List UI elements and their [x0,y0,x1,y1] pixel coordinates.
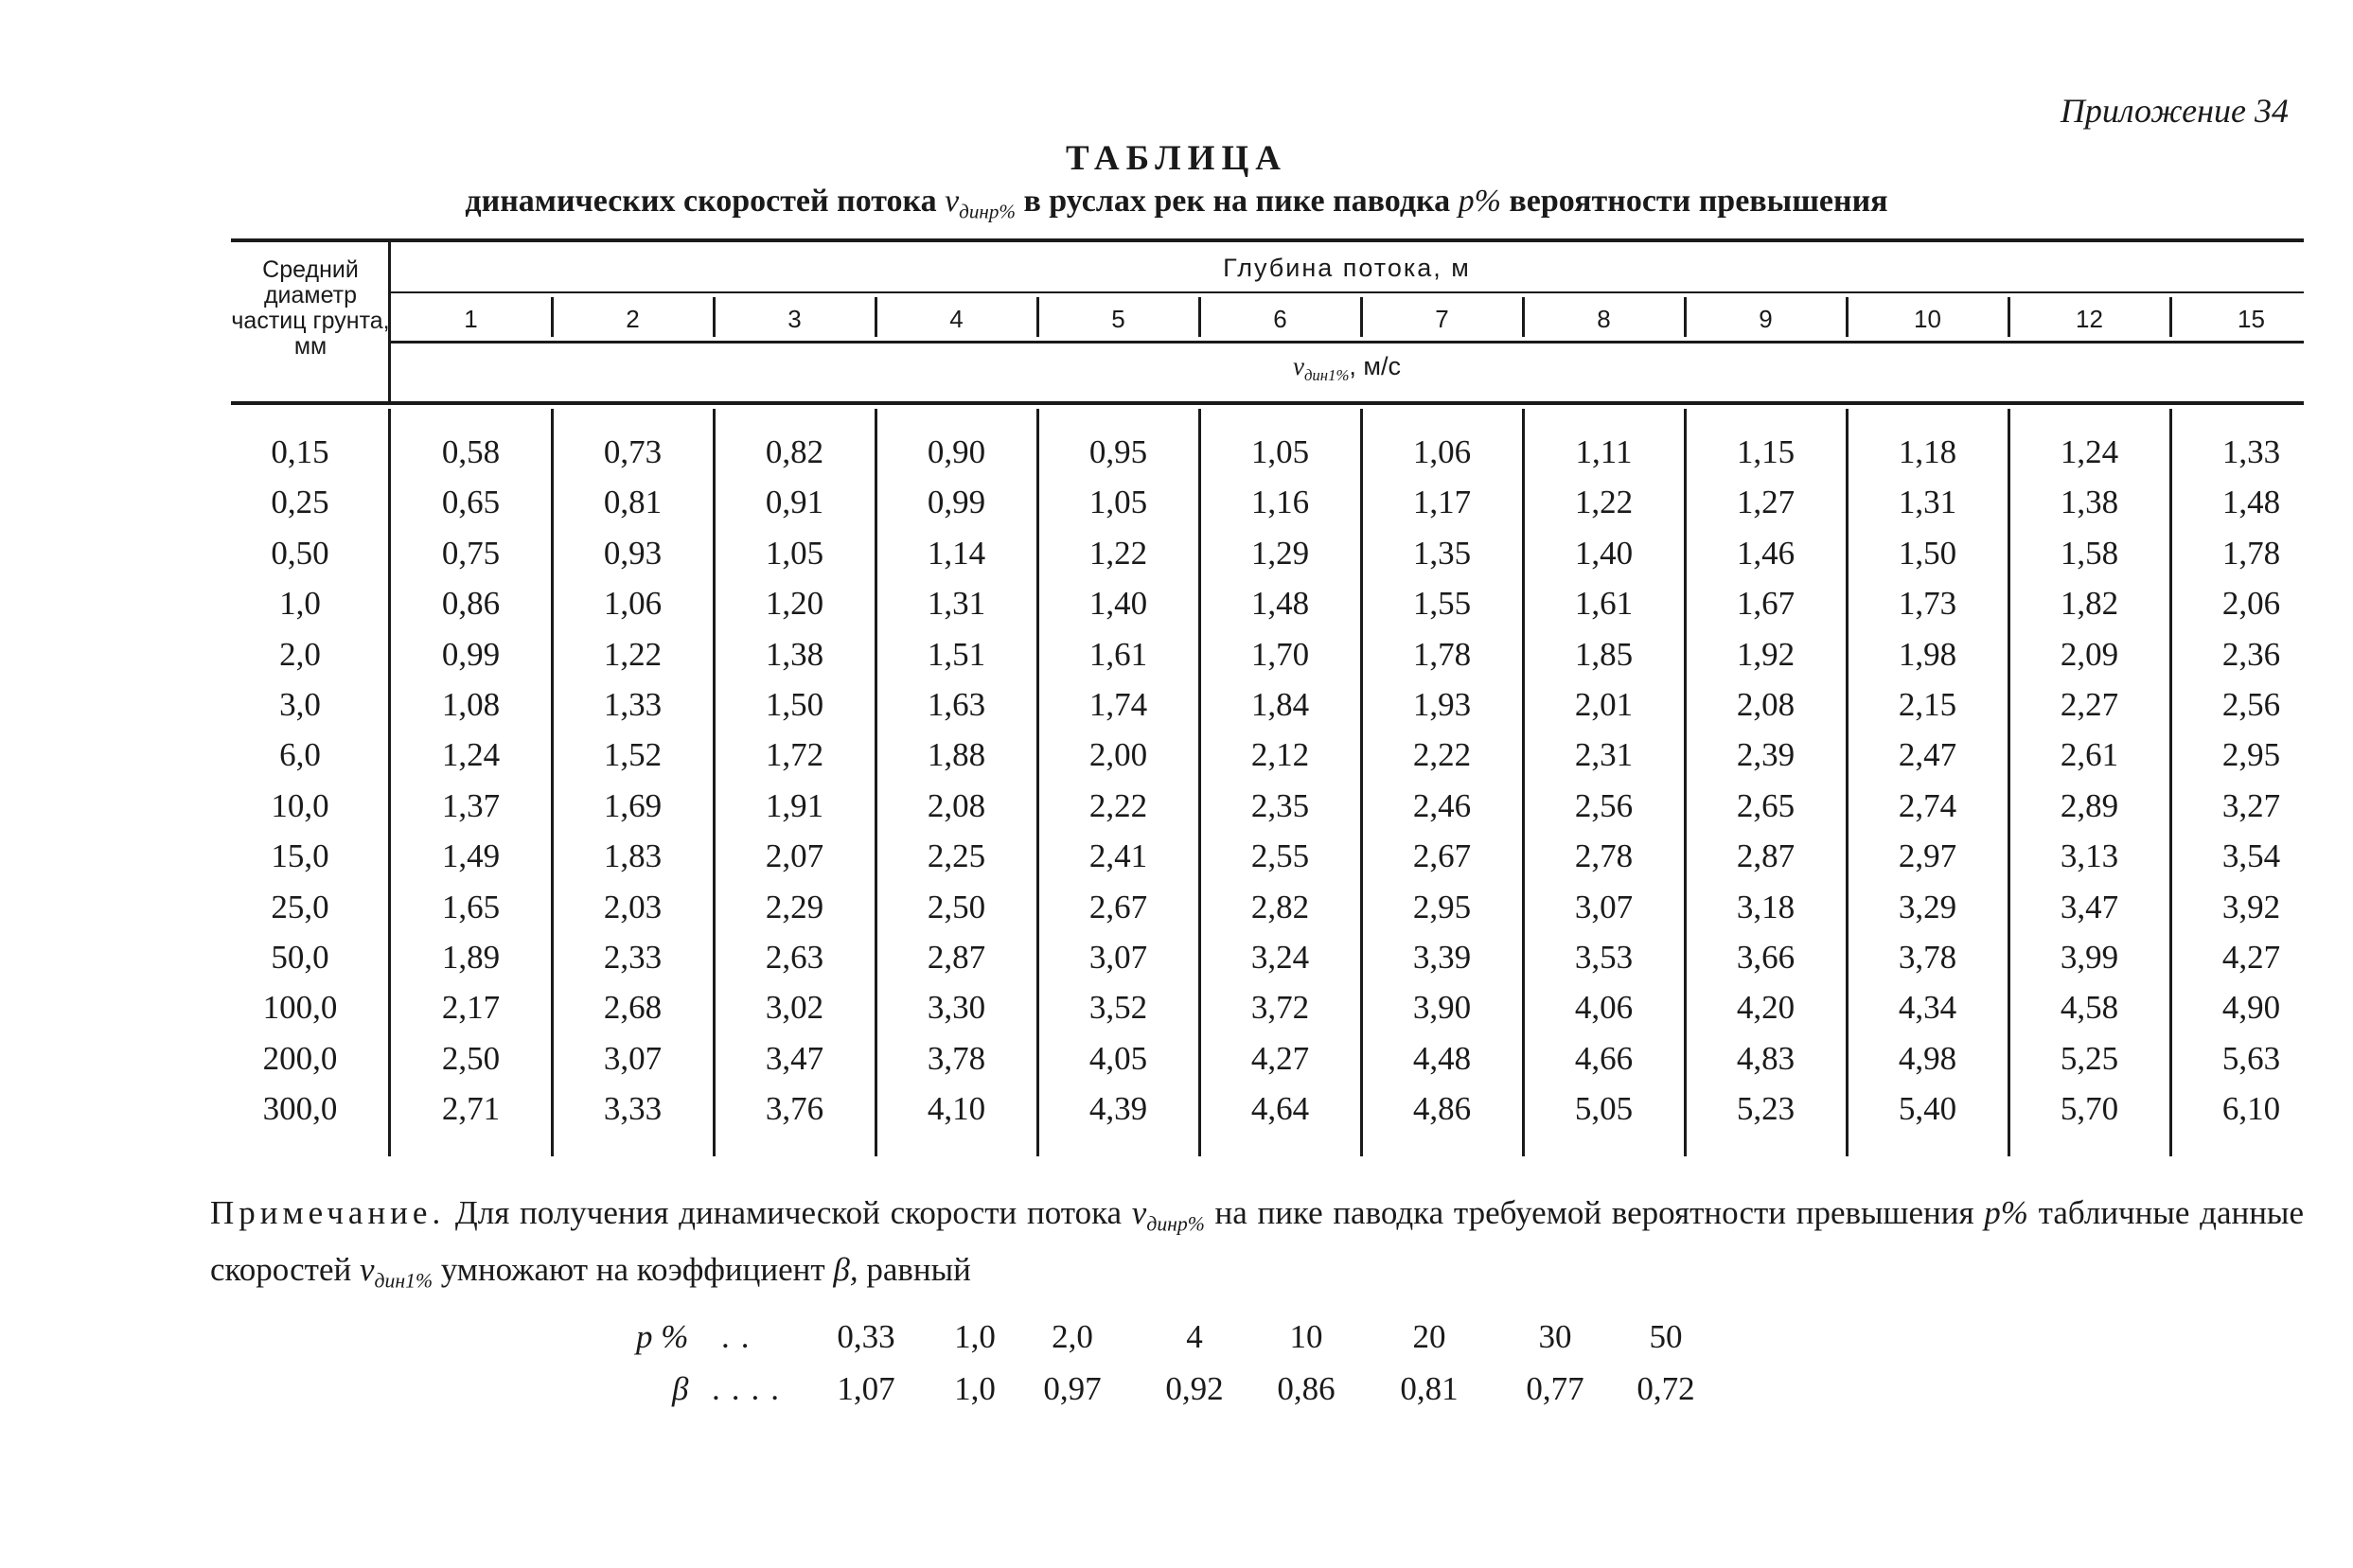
table-cell: 1,49 [441,837,501,874]
table-cell: 2,87 [1736,837,1796,874]
table-cell: 1,82 [2060,585,2119,622]
table-cell: 2,95 [1412,889,1472,925]
depth-header: Глубина потока, м [1223,254,1471,282]
table-cell: 1,15 [1736,433,1796,470]
table-cell: 1,78 [2221,535,2281,572]
table-cell: 1,93 [1412,686,1472,723]
coef-p-value: 20 [1412,1318,1446,1355]
table-cell: 1,31 [927,585,986,622]
table-cell: 1,38 [765,636,824,673]
note-text-3: табличные данные скоростей [210,1194,2304,1288]
table-cell: 3,30 [927,989,986,1026]
note-text-1: Для получения динамической скорости потока [454,1194,1123,1231]
table-cell: 0,81 [603,484,663,520]
depth-column-divider [2008,297,2010,337]
table-cell: 1,18 [1898,433,1957,470]
row-diameter: 6,0 [279,736,321,773]
table-cell: 1,24 [441,736,501,773]
table-cell: 2,17 [441,989,501,1026]
table-cell: 3,78 [927,1040,986,1077]
row-diameter: 0,25 [271,484,329,520]
table-cell: 1,14 [927,535,986,572]
table-cell: 0,95 [1088,433,1148,470]
table-top-rule [231,238,2304,242]
table-cell: 5,63 [2221,1040,2281,1077]
depth-header-cell: 12 [2076,305,2103,333]
table-cell: 1,33 [603,686,663,723]
table-cell: 1,83 [603,837,663,874]
table-cell: 1,84 [1250,686,1310,723]
table-cell: 2,82 [1250,889,1310,925]
row-diameter: 1,0 [279,585,321,622]
note-symbol-1-v: v [1131,1194,1147,1231]
row-diameter: 25,0 [271,889,329,925]
note-symbol-2: p% [1984,1194,2028,1231]
table-cell: 4,64 [1250,1090,1310,1127]
note-symbol-3-sub: дин1% [374,1269,433,1293]
table-cell: 3,66 [1736,939,1796,976]
table-cell: 0,58 [441,433,501,470]
table-cell: 2,15 [1898,686,1957,723]
table-cell: 2,31 [1574,736,1634,773]
table-cell: 1,27 [1736,484,1796,520]
table-cell: 2,87 [927,939,986,976]
table-cell: 1,98 [1898,636,1957,673]
coef-beta-value: 0,81 [1400,1370,1459,1407]
stub-header: Средний диаметр частиц грунта, мм [231,256,390,360]
depth-header-rule [390,291,2304,293]
table-cell: 1,55 [1412,585,1472,622]
table-cell: 2,39 [1736,736,1796,773]
depth-header-cell: 6 [1273,305,1287,333]
table-cell: 2,71 [441,1090,501,1127]
table-cell: 2,56 [1574,787,1634,824]
depth-header-cell: 8 [1597,305,1611,333]
depth-header-cell: 9 [1759,305,1773,333]
table-cell: 3,76 [765,1090,824,1127]
table-cell: 1,08 [441,686,501,723]
row-diameter: 300,0 [262,1090,338,1127]
coef-p-label: p % [636,1318,689,1355]
table-cell: 5,23 [1736,1090,1796,1127]
value-symbol-sub: дин1% [1303,365,1350,384]
table-cell: 4,86 [1412,1090,1472,1127]
table-cell: 1,24 [2060,433,2119,470]
table-cell: 3,90 [1412,989,1472,1026]
coef-beta-value: 1,07 [837,1370,895,1407]
table-cell: 2,36 [2221,636,2281,673]
appendix-label: Приложение 34 [2060,92,2289,130]
table-cell: 3,72 [1250,989,1310,1026]
table-cell: 1,92 [1736,636,1796,673]
depth-column-divider [1198,297,1201,337]
coef-beta-value: 1,0 [954,1370,996,1407]
note-symbol-4: β, [833,1250,858,1288]
table-cell: 2,00 [1088,736,1148,773]
depth-header-cell: 4 [949,305,964,333]
coef-beta-value: 0,97 [1043,1370,1102,1407]
table-cell: 4,58 [2060,989,2119,1026]
table-cell: 1,73 [1898,585,1957,622]
depth-column-divider [1036,297,1039,337]
subtitle-symbol-v: v [945,184,960,219]
table-cell: 4,48 [1412,1040,1472,1077]
subtitle-text-1: динамических скоростей потока [465,184,937,219]
table-cell: 4,66 [1574,1040,1634,1077]
value-symbol-v: v [1292,352,1304,380]
table-cell: 1,78 [1412,636,1472,673]
depth-column-divider [1684,297,1687,337]
note-text-2: на пике паводка требуемой вероятности превышения [1214,1194,1974,1231]
table-cell: 3,33 [603,1090,663,1127]
table-cell: 1,88 [927,736,986,773]
coef-beta-value: 0,92 [1165,1370,1224,1407]
depth-header-cell: 3 [787,305,802,333]
depth-column-divider [1522,297,1525,337]
subtitle-symbol-p: p% [1458,184,1501,219]
table-cell: 4,90 [2221,989,2281,1026]
note-text-5: равный [866,1250,971,1288]
depth-header-cell: 7 [1435,305,1449,333]
depth-header-cell: 10 [1914,305,1941,333]
table-cell: 1,70 [1250,636,1310,673]
table-cell: 1,05 [1250,433,1310,470]
table-cell: 1,29 [1250,535,1310,572]
table-cell: 3,53 [1574,939,1634,976]
subtitle-text-3: вероятности превышения [1509,184,1888,219]
table-cell: 2,22 [1412,736,1472,773]
table-header-bottom-rule [231,401,2304,405]
note-text-4: умножают на коэффициент [440,1250,825,1288]
table-cell: 1,50 [765,686,824,723]
table-cell: 0,99 [441,636,501,673]
table-cell: 3,52 [1088,989,1148,1026]
table-cell: 3,24 [1250,939,1310,976]
table-cell: 1,48 [1250,585,1310,622]
table-cell: 3,78 [1898,939,1957,976]
table-cell: 1,50 [1898,535,1957,572]
depth-column-divider [1360,297,1363,337]
row-diameter: 10,0 [271,787,329,824]
table-cell: 1,06 [1412,433,1472,470]
table-cell: 4,98 [1898,1040,1957,1077]
table-cell: 3,29 [1898,889,1957,925]
table-cell: 2,89 [2060,787,2119,824]
document-title: ТАБЛИЦА [1066,139,1287,178]
table-cell: 4,10 [927,1090,986,1127]
table-cell: 0,99 [927,484,986,520]
table-cell: 1,20 [765,585,824,622]
table-cell: 4,34 [1898,989,1957,1026]
table-cell: 1,38 [2060,484,2119,520]
table-cell: 4,83 [1736,1040,1796,1077]
table-cell: 1,74 [1088,686,1148,723]
note-symbol-1-sub: динp% [1146,1212,1205,1236]
table-cell: 1,91 [765,787,824,824]
coef-p-dots: .. [721,1318,761,1355]
table-cell: 5,25 [2060,1040,2119,1077]
coef-p-value: 0,33 [837,1318,895,1355]
subtitle-text-2: в руслах рек на пике паводка [1023,184,1451,219]
depth-column-divider [875,297,877,337]
coef-p-value: 10 [1289,1318,1323,1355]
table-cell: 2,67 [1088,889,1148,925]
table-cell: 2,56 [2221,686,2281,723]
table-cell: 2,55 [1250,837,1310,874]
table-cell: 2,61 [2060,736,2119,773]
table-cell: 0,91 [765,484,824,520]
table-cell: 2,78 [1574,837,1634,874]
table-cell: 0,93 [603,535,663,572]
note-label: Примечание. [210,1194,446,1231]
table-cell: 2,63 [765,939,824,976]
table-cell: 1,63 [927,686,986,723]
depth-header-cell: 1 [464,305,478,333]
table-cell: 3,27 [2221,787,2281,824]
table-cell: 5,70 [2060,1090,2119,1127]
table-cell: 3,07 [1574,889,1634,925]
table-cell: 1,22 [1088,535,1148,572]
table-cell: 0,86 [441,585,501,622]
depth-column-divider [1846,297,1849,337]
table-cell: 1,22 [1574,484,1634,520]
table-cell: 1,40 [1574,535,1634,572]
coef-beta-value: 0,72 [1636,1370,1695,1407]
table-cell: 1,48 [2221,484,2281,520]
table-cell: 2,25 [927,837,986,874]
table-cell: 3,39 [1412,939,1472,976]
table-cell: 2,09 [2060,636,2119,673]
table-cell: 1,35 [1412,535,1472,572]
table-cell: 4,06 [1574,989,1634,1026]
value-header [390,352,2304,385]
table-cell: 2,01 [1574,686,1634,723]
table-cell: 0,90 [927,433,986,470]
subtitle-symbol-sub: динp% [959,200,1016,223]
row-diameter: 200,0 [262,1040,338,1077]
row-diameter: 3,0 [279,686,321,723]
table-cell: 2,68 [603,989,663,1026]
table-cell: 3,07 [1088,939,1148,976]
value-unit: , м/с [1349,352,1401,380]
note-paragraph [210,1190,2304,1303]
table-cell: 1,17 [1412,484,1472,520]
depth-numbers-rule [390,341,2304,344]
coef-beta-label: β [672,1370,689,1407]
note-symbol-3-v: v [359,1250,375,1288]
table-cell: 2,08 [927,787,986,824]
coef-p-value: 1,0 [954,1318,996,1355]
table-cell: 1,85 [1574,636,1634,673]
table-cell: 2,95 [2221,736,2281,773]
table-cell: 4,27 [1250,1040,1310,1077]
table-cell: 1,06 [603,585,663,622]
table-cell: 3,54 [2221,837,2281,874]
table-cell: 3,47 [765,1040,824,1077]
table-cell: 0,73 [603,433,663,470]
coef-beta-dots: .... [712,1370,790,1407]
table-cell: 2,41 [1088,837,1148,874]
table-cell: 1,61 [1574,585,1634,622]
table-cell: 2,03 [603,889,663,925]
table-cell: 3,92 [2221,889,2281,925]
table-cell: 2,47 [1898,736,1957,773]
coef-p-value: 2,0 [1052,1318,1093,1355]
coef-p-value: 50 [1649,1318,1683,1355]
table-cell: 2,46 [1412,787,1472,824]
table-cell: 2,12 [1250,736,1310,773]
table-cell: 1,16 [1250,484,1310,520]
table-cell: 4,27 [2221,939,2281,976]
row-diameter: 0,50 [271,535,329,572]
depth-header-cell: 5 [1111,305,1125,333]
table-cell: 1,05 [1088,484,1148,520]
table-cell: 0,65 [441,484,501,520]
table-cell: 4,05 [1088,1040,1148,1077]
table-cell: 1,65 [441,889,501,925]
table-cell: 1,11 [1575,433,1633,470]
table-cell: 4,39 [1088,1090,1148,1127]
table-cell: 1,89 [441,939,501,976]
table-cell: 1,58 [2060,535,2119,572]
table-cell: 1,40 [1088,585,1148,622]
table-cell: 5,40 [1898,1090,1957,1127]
table-cell: 2,35 [1250,787,1310,824]
table-cell: 1,61 [1088,636,1148,673]
depth-column-divider [2169,297,2172,337]
table-cell: 2,27 [2060,686,2119,723]
table-cell: 2,33 [603,939,663,976]
row-diameter: 0,15 [271,433,329,470]
table-cell: 3,07 [603,1040,663,1077]
table-cell: 6,10 [2221,1090,2281,1127]
table-cell: 2,22 [1088,787,1148,824]
table-cell: 1,67 [1736,585,1796,622]
table-cell: 0,82 [765,433,824,470]
depth-header-cell: 2 [626,305,640,333]
row-diameter: 100,0 [262,989,338,1026]
table-cell: 3,99 [2060,939,2119,976]
table-cell: 0,75 [441,535,501,572]
table-cell: 2,97 [1898,837,1957,874]
table-cell: 1,69 [603,787,663,824]
table-cell: 2,50 [927,889,986,925]
row-diameter: 15,0 [271,837,329,874]
table-cell: 1,37 [441,787,501,824]
depth-column-divider [551,297,554,337]
coef-p-value: 30 [1538,1318,1572,1355]
table-cell: 2,74 [1898,787,1957,824]
table-cell: 2,06 [2221,585,2281,622]
depth-column-divider [713,297,716,337]
table-cell: 3,13 [2060,837,2119,874]
table-cell: 5,05 [1574,1090,1634,1127]
table-cell: 1,31 [1898,484,1957,520]
table-cell: 3,47 [2060,889,2119,925]
table-cell: 2,29 [765,889,824,925]
coef-beta-value: 0,77 [1526,1370,1584,1407]
table-cell: 1,05 [765,535,824,572]
table-cell: 3,18 [1736,889,1796,925]
table-cell: 1,33 [2221,433,2281,470]
table-cell: 2,67 [1412,837,1472,874]
table-cell: 3,02 [765,989,824,1026]
table-cell: 1,46 [1736,535,1796,572]
depth-header-cell: 15 [2238,305,2265,333]
document-subtitle [0,184,2353,223]
table-cell: 1,22 [603,636,663,673]
table-cell: 2,07 [765,837,824,874]
table-cell: 1,52 [603,736,663,773]
table-cell: 1,72 [765,736,824,773]
table-cell: 2,65 [1736,787,1796,824]
coef-p-value: 4 [1186,1318,1203,1355]
row-diameter: 50,0 [271,939,329,976]
table-cell: 2,08 [1736,686,1796,723]
table-cell: 4,20 [1736,989,1796,1026]
table-cell: 1,51 [927,636,986,673]
table-cell: 2,50 [441,1040,501,1077]
coef-beta-value: 0,86 [1277,1370,1336,1407]
row-diameter: 2,0 [279,636,321,673]
